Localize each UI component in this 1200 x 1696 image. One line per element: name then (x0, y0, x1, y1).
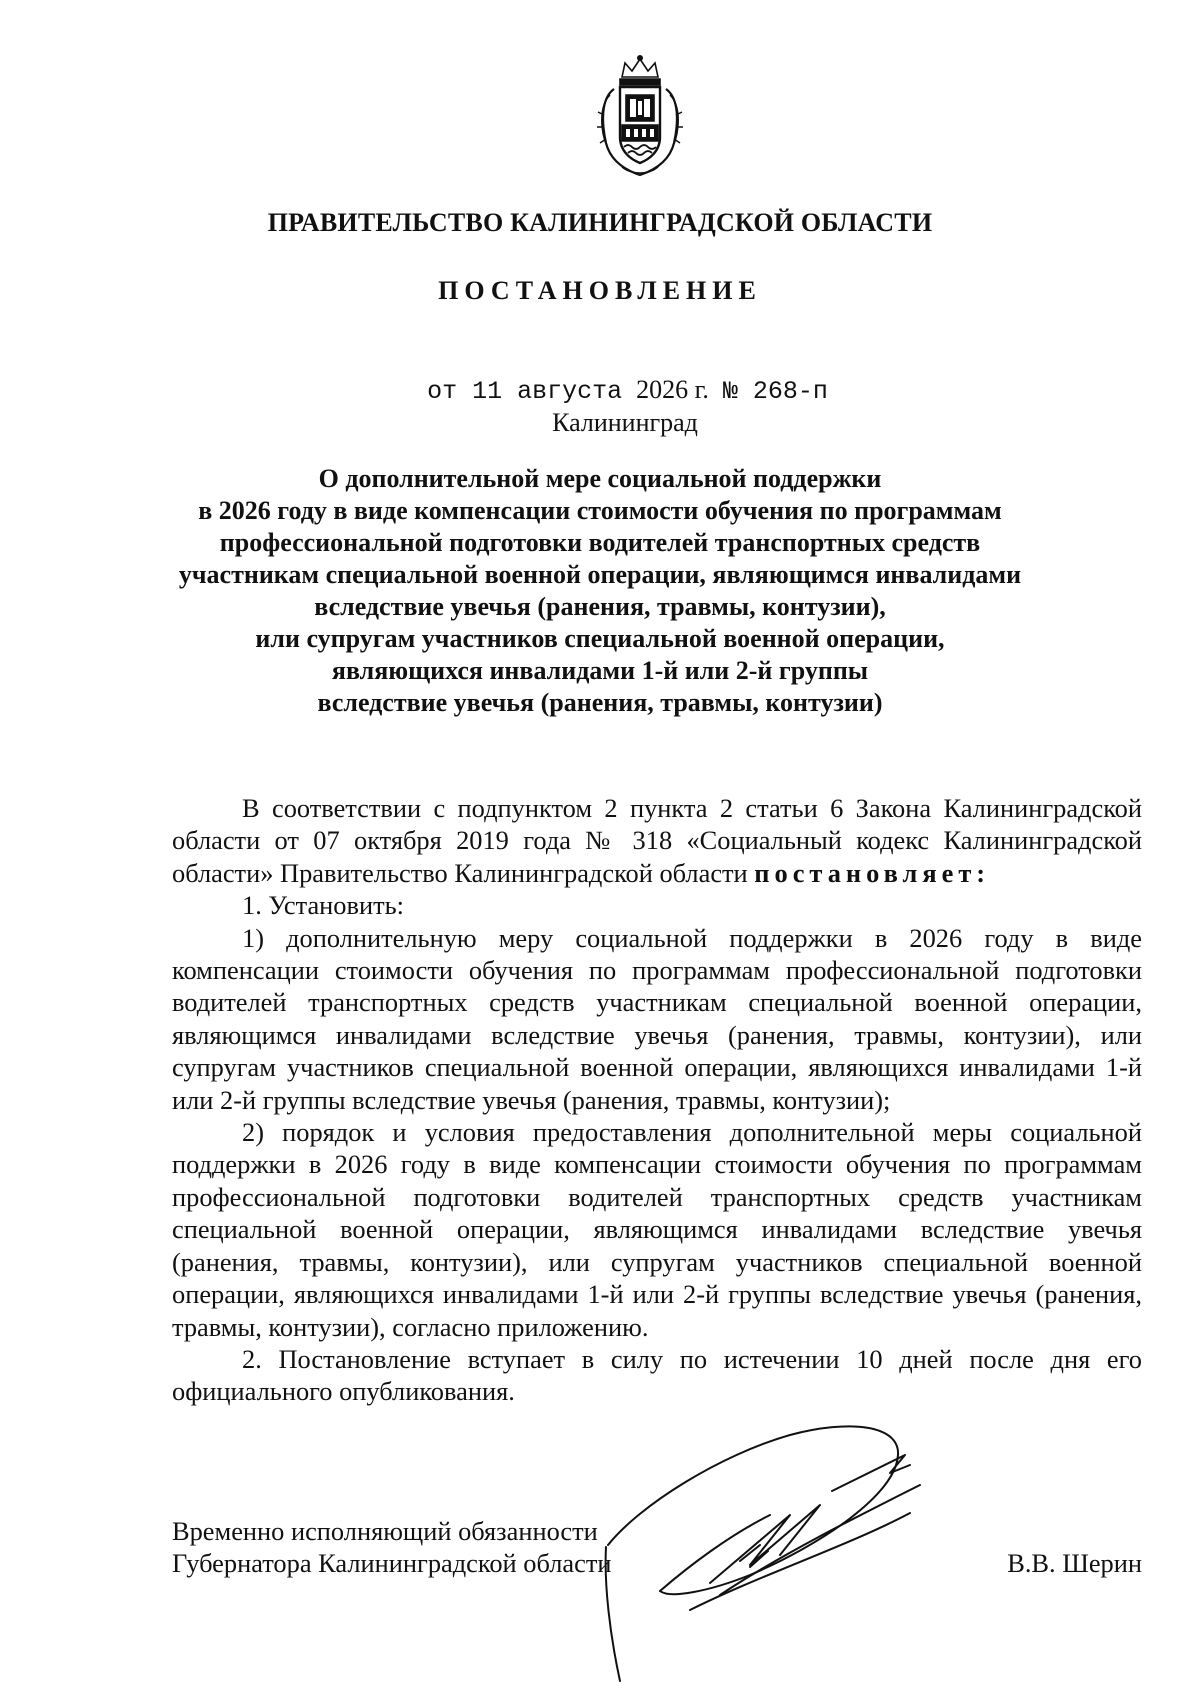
coat-of-arms-icon (592, 55, 688, 180)
organization-title: ПРАВИТЕЛЬСТВО КАЛИНИНГРАДСКОЙ ОБЛАСТИ (267, 208, 933, 237)
document-date: от 11 августа (427, 377, 623, 406)
subject-line: профессиональной подготовки водителей транспортных средств (219, 528, 981, 557)
subject-line: или супругам участников специальной военной операции, (255, 624, 945, 653)
document-year: 2026 г. (636, 375, 709, 404)
preamble-paragraph (172, 792, 1142, 889)
subject-line: О дополнительной мере социальной поддержки (318, 464, 882, 493)
document-city: Калининград (552, 408, 698, 437)
item-2: 2. Постановление вступает в силу по истечении 10 дней после дня его официального опубликования. (172, 1343, 1142, 1407)
subject-line: являющихся инвалидами 1-й или 2-й группы (331, 656, 869, 685)
document-number: № 268-п (722, 377, 828, 406)
document-body (172, 792, 1142, 1408)
preamble-text: В соответствии с подпунктом 2 пункта 2 статьи 6 Закона Калининградской области от 07 октября 2019 года № 318 «Социальный кодекс Калининградской области» Правительство Калининградской области (172, 793, 1142, 888)
item-1-1: 1) дополнительную меру социальной поддержки в 2026 году в виде компенсации стоимости обучения по программам профессиональной подготовки водителей транспортных средств участникам специальной военной операции, являющимся инвалидами вследствие увечья (ранения, травмы, контузии), или супругам участников специальной военной операции, являющихся инвалидами 1-й или 2-й группы вследствие увечья (ранения, травмы, контузии); (172, 922, 1142, 1115)
document-date-line (0, 375, 1200, 406)
signatory-position (172, 1515, 611, 1579)
signatory-position-line: Временно исполняющий обязанности (172, 1516, 598, 1546)
subject-line: в 2026 году в виде компенсации стоимости обучения по программам (198, 496, 1002, 525)
handwritten-signature-icon (600, 1395, 1020, 1685)
document-subject (150, 463, 1050, 719)
item-1: 1. Установить: (242, 890, 404, 921)
signatory-name: В.В. Шерин (1007, 1548, 1142, 1578)
resolution-verb: постановляет: (754, 857, 991, 888)
item-1-2: 2) порядок и условия предоставления дополнительной меры социальной поддержки в 2026 году в виде компенсации стоимости обучения по программам профессиональной подготовки водителей транспортных средств участникам специальной военной операции, являющимся инвалидами вследствие увечья (ранения, травмы, контузии), или супругам участников специальной военной операции, являющихся инвалидами 1-й или 2-й группы вследствие увечья (ранения, травмы, контузии), согласно приложению. (172, 1117, 1142, 1342)
subject-line: вследствие увечья (ранения, травмы, контузии), (314, 592, 886, 621)
document-type: ПОСТАНОВЛЕНИЕ (438, 276, 762, 305)
signatory-position-line: Губернатора Калининградской области (172, 1548, 612, 1578)
subject-line: участникам специальной военной операции, являющимся инвалидами (178, 560, 1022, 589)
subject-line: вследствие увечья (ранения, травмы, контузии) (317, 688, 883, 717)
